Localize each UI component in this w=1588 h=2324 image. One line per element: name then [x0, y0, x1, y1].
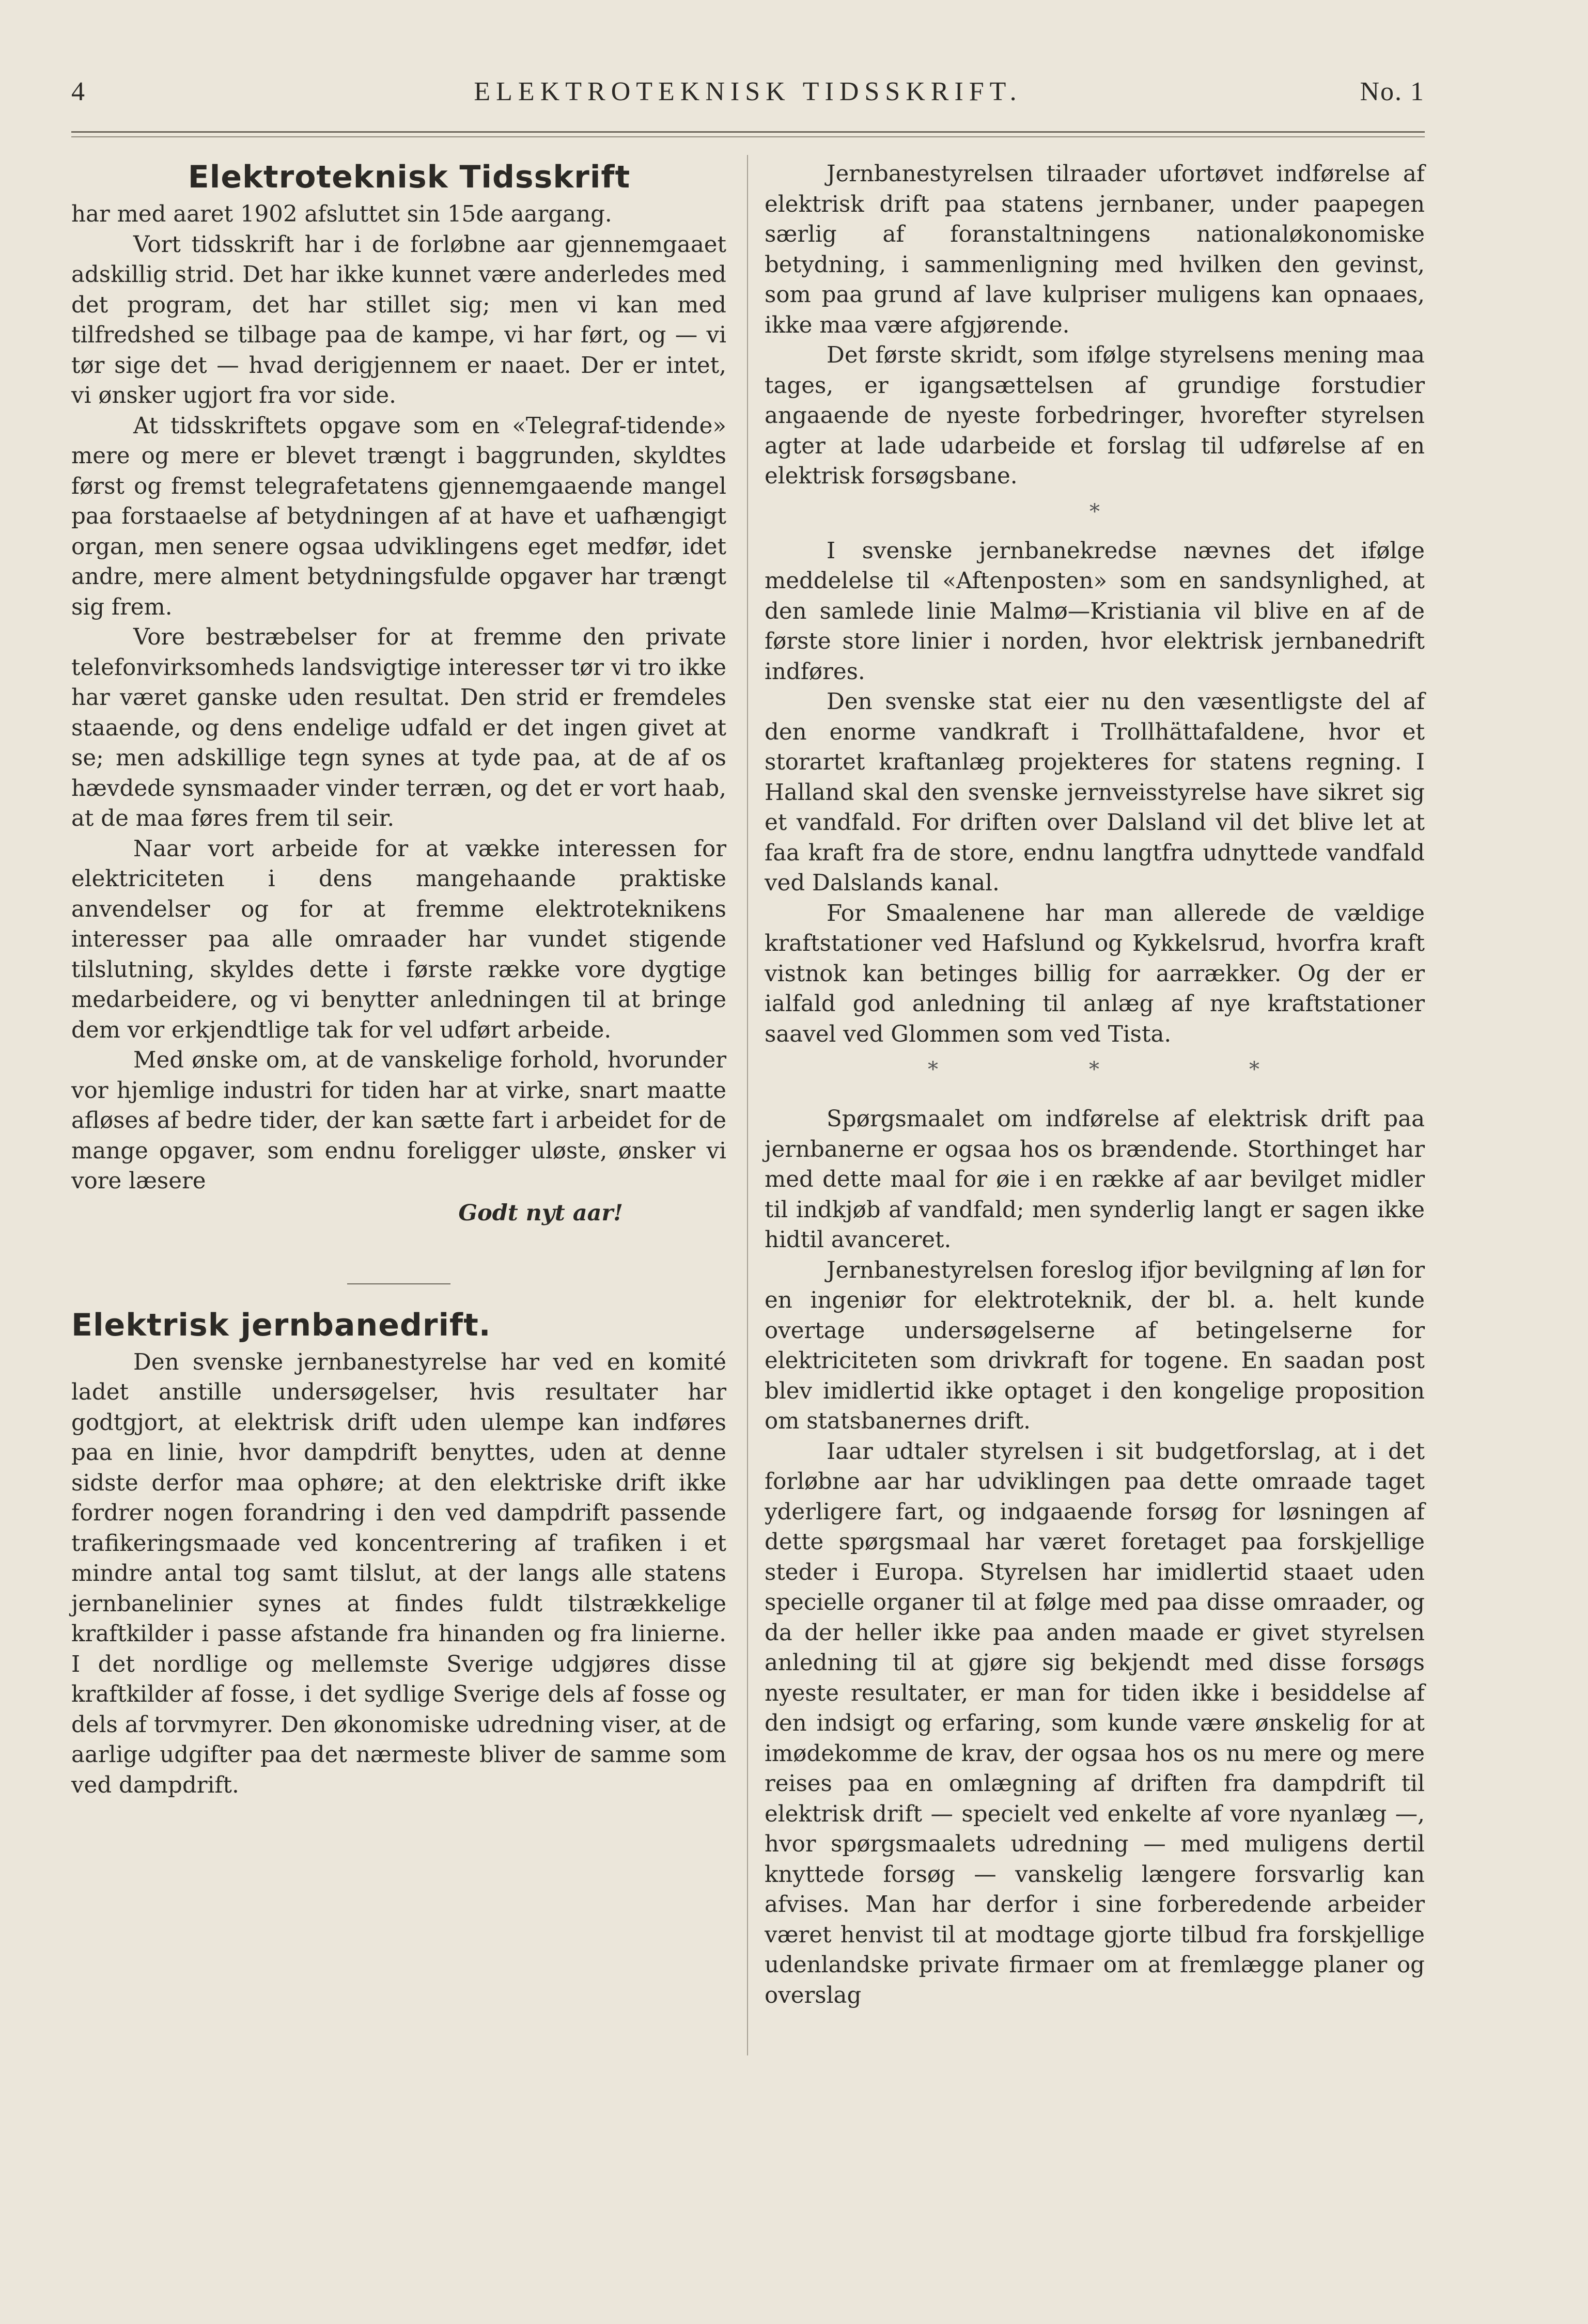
article-title-elektrisk-jernbanedrift: Elektrisk jernbanedrift. [71, 1307, 491, 1343]
paragraph: Vort tidsskrift har i de forløbne aar gjennemgaaet adskillig strid. Det har ikke kunnet være anderledes med det program, det har stillet sig; men vi kan med tilfredshed se tilbage paa de kampe, vi har ført, og — vi tør sige det — hvad derigjennem er naaet. Der er intet, vi ønsker ugjort fra vor side. [71, 231, 726, 409]
left-column [71, 159, 726, 1800]
asterism-separator [765, 1053, 1425, 1091]
paragraph: Jernbanestyrelsen tilraader ufortøvet indførelse af elektrisk drift paa statens jernbaner, under paapegen særlig af foranstaltningens nationaløkonomiske betydning, i sammenligning med hvilken den gevinst, som paa grund af lave kulpriser muligens kan opnaaes, ikke maa være afgjørende. [765, 161, 1425, 338]
paragraph: har med aaret 1902 afsluttet sin 15de aargang. [71, 201, 612, 227]
running-head [71, 76, 1425, 113]
paragraph: Det første skridt, som ifølge styrelsens mening maa tages, er igangsættelsen af grundige forstudier angaaende de nyeste forbedringer, hvorefter styrelsen agter at lade udarbeide et forslag til udførelse af en elektrisk forsøgsbane. [765, 342, 1425, 489]
header-rule-top [71, 131, 1425, 133]
journal-title: ELEKTROTEKNISK TIDSSKRIFT. [474, 77, 1022, 106]
paragraph: At tidsskriftets opgave som en «Telegraf-tidende» mere og mere er blevet trængt i baggrunden, skyldtes først og fremst telegrafetatens gjennemgaaende mangel paa forstaaelse af betydningen af at have et uafhængigt organ, men senere ogsaa udviklingens eget medfør, idet andre, mere alment betydningsfulde opgaver har trængt sig frem. [71, 413, 726, 620]
paragraph: Den svenske stat eier nu den væsentligste del af den enorme vandkraft i Trollhättafaldene, hvor et storartet kraftanlæg projekteres for statens regning. I Halland skal den svenske jernveisstyrelse have sikret sig et vandfald. For driften over Dalsland vil det blive let at faa kraft fra de store, endnu langtfra udnyttede vandfald ved Dalslands kanal. [765, 689, 1425, 896]
paragraph: Spørgsmaalet om indførelse af elektrisk drift paa jernbanerne er ogsaa hos os brændende. Storthinget har med dette maal for øie i en række af aar bevilget midler til indkjøb af vandfald; men synderlig langt er sagen ikke hidtil avanceret. [765, 1106, 1425, 1253]
asterisk: * [1089, 1058, 1099, 1081]
asterisk: * [928, 1058, 938, 1081]
paragraph: I svenske jernbanekredse nævnes det ifølge meddelelse til «Aftenposten» som en sandsynlighed, at den samlede linie Malmø—Kristiania vil blive en af de første store linier i norden, hvor elektrisk jernbanedrift indføres. [765, 538, 1425, 685]
article-title-elektroteknisk-tidsskrift: Elektroteknisk Tidsskrift [188, 159, 631, 195]
asterisk-separator: * [1089, 499, 1100, 524]
paragraph: Den svenske jernbanestyrelse har ved en komité ladet anstille undersøgelser, hvis resultater har godtgjort, at elektrisk drift uden ulempe kan indføres paa en linie, hvor dampdrift benyttes, uden at denne sidste derfor maa ophøre; at den elektriske drift ikke fordrer nogen forandring i den ved dampdrift passende trafikeringsmaade ved koncentrering af trafiken i et mindre antal tog samt tilslut, at der langs alle statens jernbanelinier synes at findes fuldt tilstrækkelige kraftkilder i passe afstande fra hinanden og fra linierne. I det nordlige og mellemste Sverige udgjøres disse kraftkilder af fosse, i det sydlige Sverige dels af fosse og dels af torvmyrer. Den økonomiske udredning viser, at de aarlige udgifter paa det nærmeste bliver de samme som ved dampdrift. [71, 1349, 726, 1798]
asterisk: * [1249, 1058, 1259, 1081]
header-rule-bottom [71, 136, 1425, 137]
issue-number: No. 1 [1360, 77, 1425, 106]
paragraph: Med ønske om, at de vanskelige forhold, hvorunder vor hjemlige industri for tiden har at virke, snart maatte afløses af bedre tider, der kan sætte fart i arbeidet for de mange opgaver, som endnu foreligger uløste, ønsker vi vore læsere [71, 1047, 726, 1194]
paragraph: Jernbanestyrelsen foreslog ifjor bevilgning af løn for en ingeniør for elektroteknik, der bl. a. helt kunde overtage undersøgelserne af betingelserne for elektriciteten som drivkraft for togene. En saadan post blev imidlertid ikke optaget i den kongelige proposition om statsbanernes drift. [765, 1257, 1425, 1434]
signoff-greeting: Godt nyt aar! [458, 1200, 623, 1226]
paragraph: Vore bestræbelser for at fremme den private telefonvirksomheds landsvigtige interesser tør vi tro ikke har været ganske uden resultat. Den strid er fremdeles staaende, og dens endelige udfald er det ingen givet at se; men adskillige tegn synes at tyde paa, at de af os hævdede synsmaader vinder terræn, og det er vort haab, at de maa føres frem til seir. [71, 624, 726, 831]
column-divider [747, 155, 748, 2055]
page-number: 4 [71, 77, 85, 106]
right-column [765, 159, 1425, 2011]
paragraph: Naar vort arbeide for at vække interessen for elektriciteten i dens mangehaande praktiske anvendelser og for at fremme elektroteknikens interesser paa alle omraader har vundet stigende tilslutning, skyldes dette i første række vore dygtige medarbeidere, og vi benytter anledningen til at bringe dem vor erkjendtlige tak for vel udført arbeide. [71, 836, 726, 1043]
paragraph: Iaar udtaler styrelsen i sit budgetforslag, at i det forløbne aar har udviklingen paa dette omraade taget yderligere fart, og indgaaende forsøg for løsningen af dette spørgsmaal har været foretaget paa forskjellige steder i Europa. Styrelsen har imidlertid staaet uden specielle organer til at følge med paa disse omraader, og da der heller ikke paa anden maade er givet styrelsen anledning til at gjøre sig bekjendt med disse forsøgs nyeste resultater, er man for tiden ikke i besiddelse af den indsigt og erfaring, som kunde være ønskelig for at imødekomme de krav, der ogsaa hos os nu mere og mere reises paa en omlægning af driften fra dampdrift til elektrisk drift — specielt ved enkelte af vore nyanlæg —, hvor spørgsmaalets udredning — med muligens dertil knyttede forsøg — vanskelig længere forsvarlig kan afvises. Man har derfor i sine forberedende arbeider været henvist til at modtage gjorte tilbud fra forskjellige udenlandske private firmaer om at fremlægge planer og overslag [765, 1438, 1425, 2008]
paragraph: For Smaalenene har man allerede de vældige kraftstationer ved Hafslund og Kykkelsrud, hvorfra kraft vistnok kan betinges billig for aarrækker. Og der er ialfald god anledning til anlæg af nye kraftstationer saavel ved Glommen som ved Tista. [765, 900, 1425, 1047]
section-divider [347, 1283, 450, 1284]
